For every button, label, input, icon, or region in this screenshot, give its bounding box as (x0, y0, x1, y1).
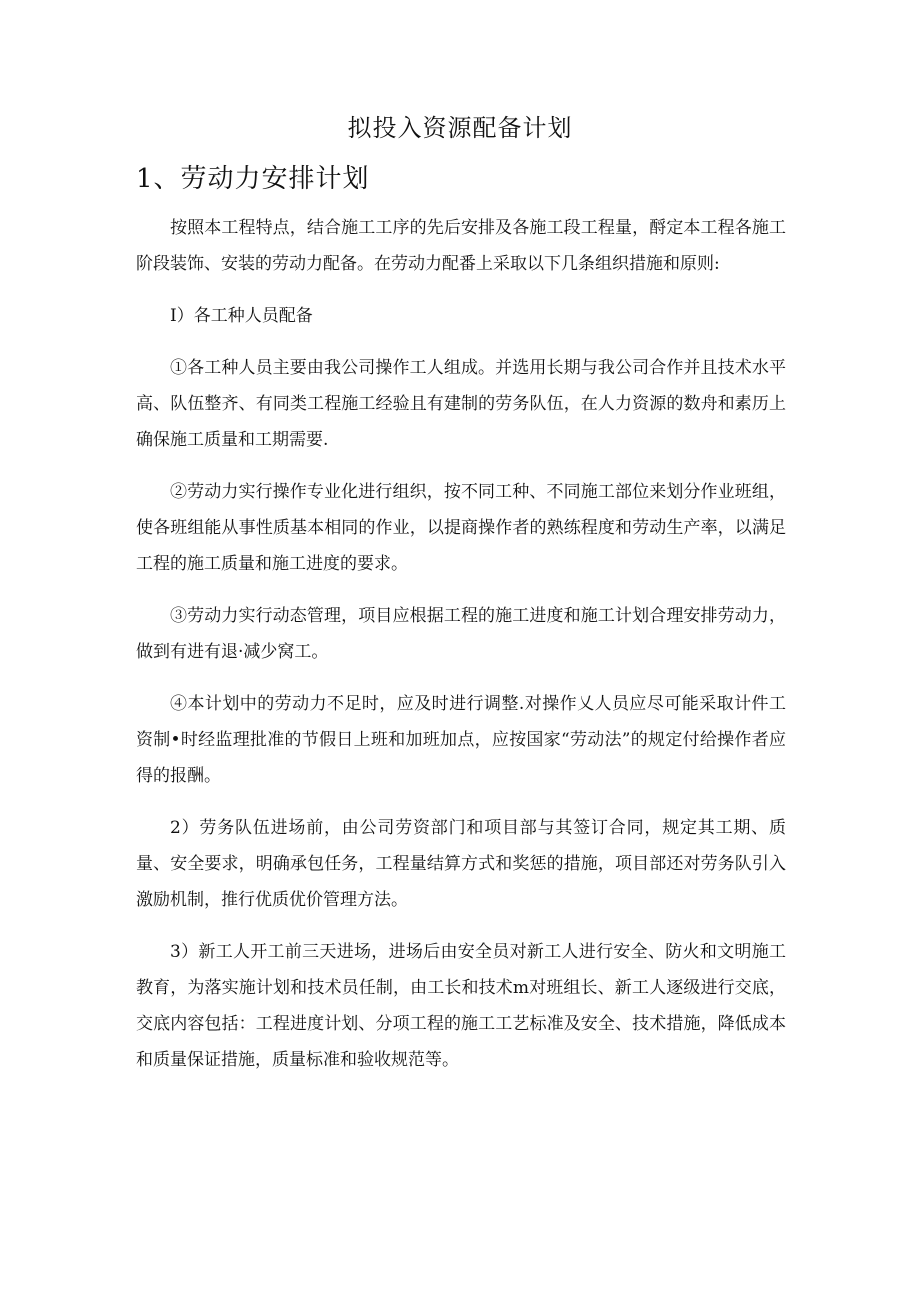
paragraph-subheading-1: I）各工种人员配备 (170, 306, 313, 326)
paragraph-item-3: ③劳动力实行动态管理，项目应根据工程的施工进度和施工计划合理安排劳动力，做到有进有退·减少窝工。 (136, 606, 786, 662)
paragraph-item-2: ②劳动力实行操作专业化进行组织，按不同工种、不同施工部位来划分作业班组，使各班组能从事性质基本相同的作业，以提商操作者的熟练程度和劳动生产率，以满足工程的施工质量和施工进度的要求。 (136, 482, 786, 574)
paragraph-point-3: 3）新工人开工前三天进场，进场后由安全员对新工人进行安全、防火和文明施工教育，为落实施计划和技术员任制，由工长和技术m对班组长、新工人逐级进行交底，交底内容包括：工程进度计划、分项工程的施工工艺标准及安全、技术措施，降低成本和质量保证措施，质量标准和验收规范等。 (136, 942, 786, 1070)
document-title: 拟投入资源配备计划 (347, 114, 573, 142)
paragraph-item-1: ①各工种人员主要由我公司操作工人组成。并选用长期与我公司合作并且技术水平高、队伍整齐、有同类工程施工经验且有建制的劳务队伍，在人力资源的数舟和素历上确保施工质量和工期需要. (136, 358, 786, 450)
paragraph-point-2: 2）劳务队伍进场前，由公司劳资部门和项目部与其签订合同，规定其工期、质量、安全要求，明确承包任务，工程量结算方式和奖惩的措施，项目部还对劳务队引入激励机制，推行优质优价管理方法。 (136, 818, 786, 910)
paragraph-item-4: ④本计划中的劳动力不足时，应及时进行调整.对操作乂人员应尽可能采取计件工资制•时经监理批准的节假日上班和加班加点，应按国家“劳动法”的规定付给操作者应得的报酬。 (136, 694, 786, 786)
document-body (136, 210, 786, 1094)
paragraph-intro: 按照本工程特点，结合施工工序的先后安排及各施工段工程量，酹定本工程各施工阶段装饰、安装的劳动力配备。在劳动力配番上采取以下几条组织措施和原则: (136, 218, 786, 274)
section-heading: 1、劳动力安排计划 (136, 164, 370, 194)
